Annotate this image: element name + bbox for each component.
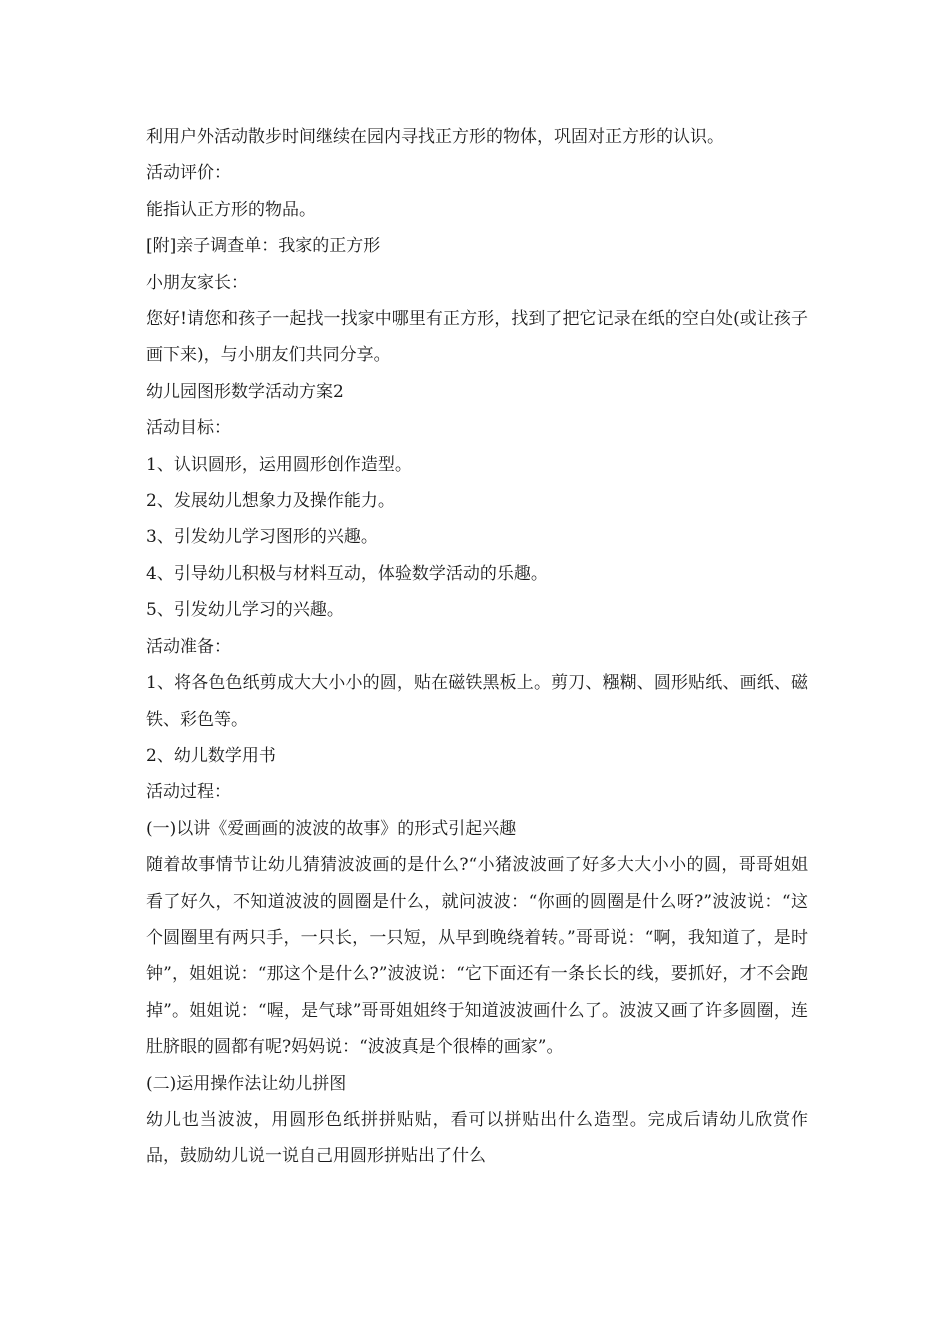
heading-activity-preparation: 活动准备： — [146, 636, 231, 657]
heading-plan-2: 幼儿园图形数学活动方案2 — [146, 381, 344, 402]
list-item-goal-4: 4、引导幼儿积极与材料互动，体验数学活动的乐趣。 — [146, 563, 548, 584]
paragraph-survey-instructions: 您好!请您和孩子一起找一找家中哪里有正方形，找到了把它记录在纸的空白处(或让孩子画下来)，与小朋友们共同分享。 — [146, 309, 808, 366]
list-item-goal-3: 3、引发幼儿学习图形的兴趣。 — [146, 527, 378, 548]
heading-process-step-1: (一)以讲《爱画画的波波的故事》的形式引起兴趣 — [146, 818, 517, 839]
paragraph-collage: 幼儿也当波波，用圆形色纸拼拼贴贴，看可以拼贴出什么造型。完成后请幼儿欣赏作品，鼓励幼儿说一说自己用圆形拼贴出了什么 — [146, 1109, 808, 1167]
list-item-goal-2: 2、发展幼儿想象力及操作能力。 — [146, 491, 395, 512]
list-item-goal-1: 1、认识圆形，运用圆形创作造型。 — [146, 454, 412, 475]
heading-activity-goals: 活动目标： — [146, 418, 231, 439]
document-body — [146, 119, 808, 1175]
paragraph-story: 随着故事情节让幼儿猜猜波波画的是什么?“小猪波波画了好多大大小小的圆，哥哥姐姐看了好久，不知道波波的圆圈是什么，就问波波：“你画的圆圈是什么呀?”波波说：“这个圆圈里有两只手，一只长，一只短，从早到晚绕着转。”哥哥说：“啊，我知道了，是时钟”，姐姐说：“那这个是什么?”波波说：“它下面还有一条长长的线，要抓好，才不会跑掉”。姐姐说：“喔，是气球”哥哥姐姐终于知道波波画什么了。波波又画了许多圆圈，连肚脐眼的圆都有呢?妈妈说：“波波真是个很棒的画家”。 — [146, 855, 808, 1058]
list-item-preparation-2: 2、幼儿数学用书 — [146, 745, 276, 766]
heading-process-step-2: (二)运用操作法让幼儿拼图 — [146, 1073, 347, 1094]
paragraph-outdoor-activity: 利用户外活动散步时间继续在园内寻找正方形的物体，巩固对正方形的认识。 — [146, 127, 724, 147]
heading-activity-process: 活动过程： — [146, 782, 231, 803]
list-item-preparation-1: 1、将各色色纸剪成大大小小的圆，贴在磁铁黑板上。剪刀、糨糊、圆形贴纸、画纸、磁铁、彩色等。 — [146, 673, 808, 730]
heading-parent-survey: [附]亲子调查单：我家的正方形 — [146, 236, 381, 257]
heading-activity-evaluation: 活动评价： — [146, 163, 231, 184]
paragraph-evaluation: 能指认正方形的物品。 — [146, 199, 316, 220]
paragraph-greeting: 小朋友家长： — [146, 272, 248, 293]
list-item-goal-5: 5、引发幼儿学习的兴趣。 — [146, 600, 344, 621]
